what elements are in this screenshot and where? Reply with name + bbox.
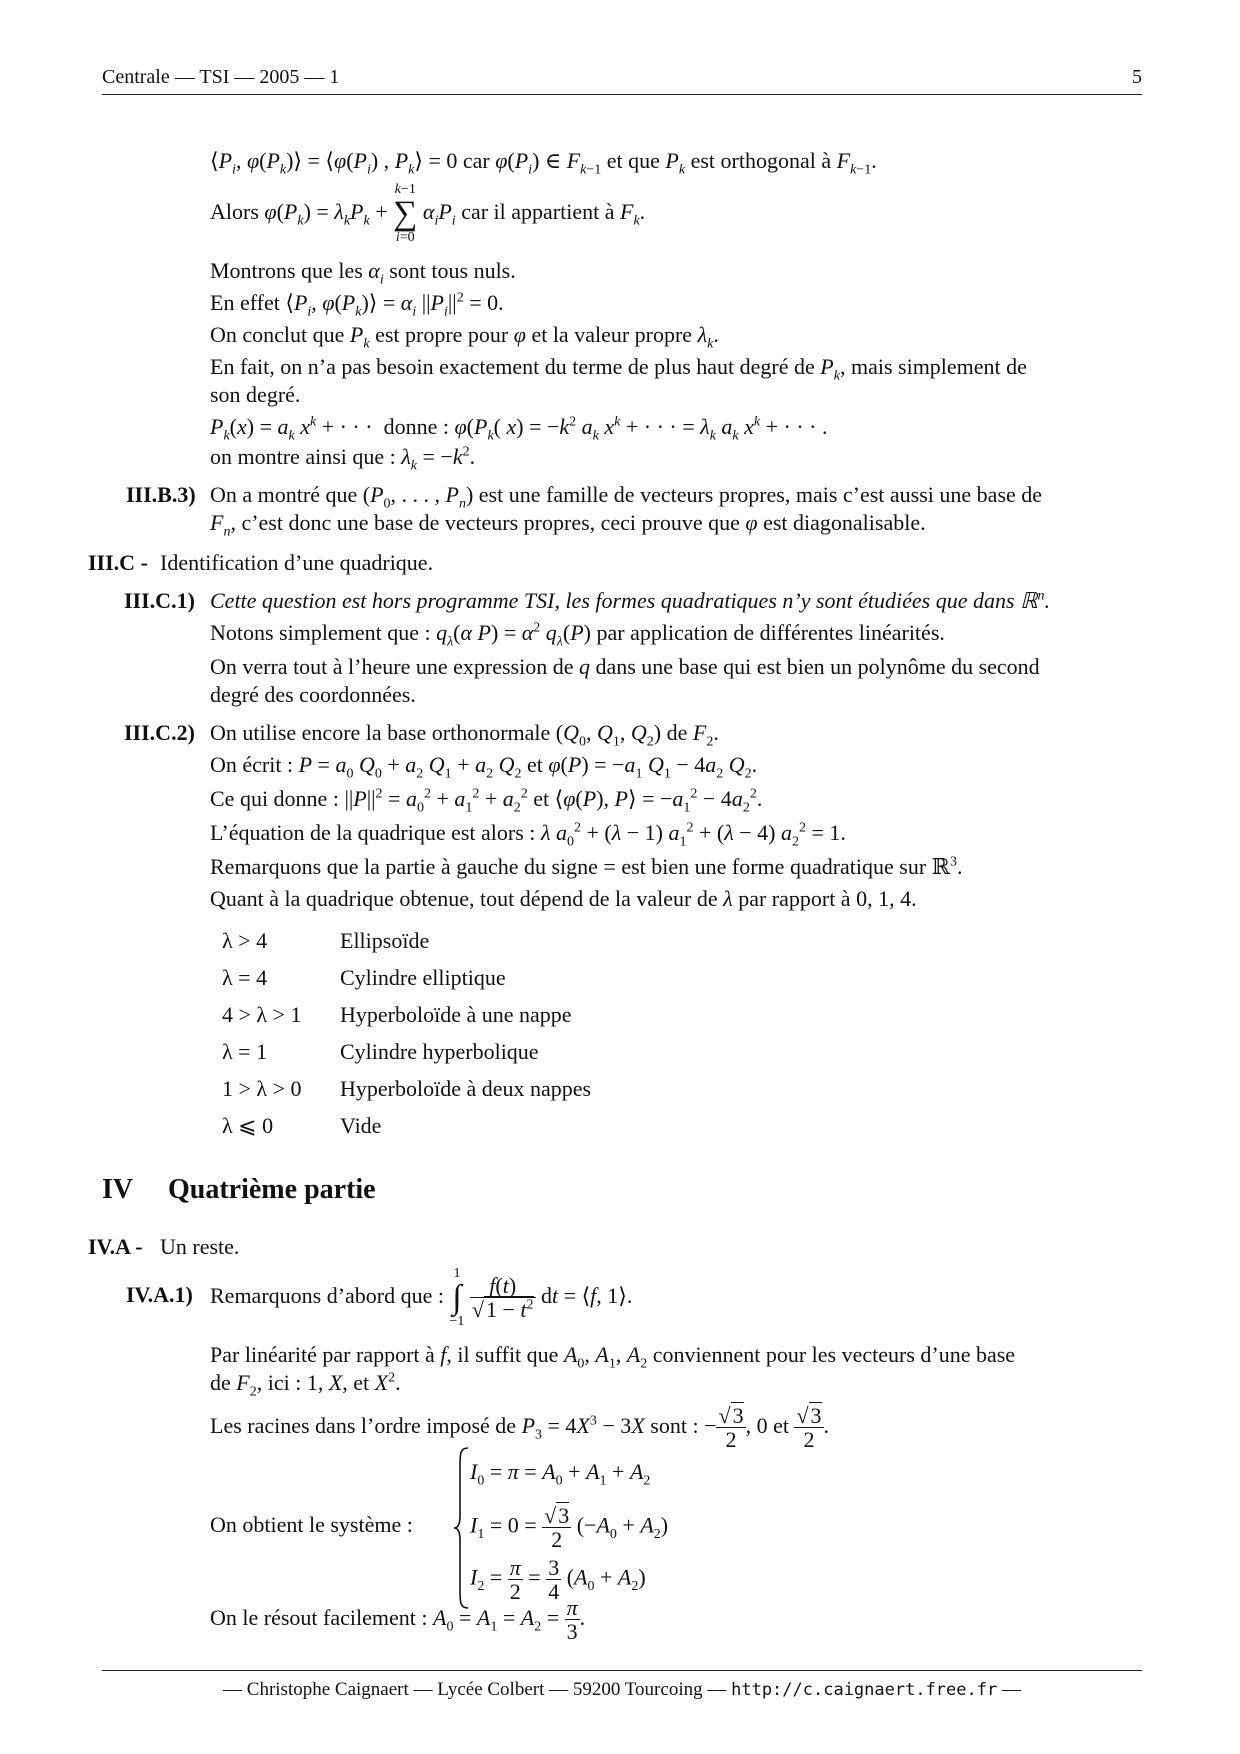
table-row	[222, 959, 591, 996]
label-IV-A-1: IV.A.1)	[126, 1282, 193, 1307]
line-quant-a: Quant à la quadrique obtenue, tout dépend de la valeur de λ par rapport à 0, 1, 4.	[210, 886, 917, 911]
label-III-C: III.C -	[88, 550, 148, 575]
integral-symbol: 1 ∫ −1	[449, 1265, 465, 1329]
fraction: $\frac{√3}{2}$	[718, 1403, 744, 1453]
title-III-C: Identification d’une quadrique.	[160, 550, 434, 575]
label-III-B-3: III.B.3)	[126, 482, 196, 507]
table-name: Vide	[340, 1112, 382, 1138]
word: Remarquons que la partie à gauche du signe = est bien une forme quadratique sur	[210, 854, 927, 879]
line-par-linearite-2: de $F_2$, ici : 1, X, et $X^2$.	[210, 1370, 401, 1400]
word: de	[666, 720, 688, 745]
word: En fait, on n’a pas besoin exactement du terme de plus haut degré de	[210, 354, 815, 379]
label-III-C-1: III.C.1)	[124, 588, 195, 613]
equation-system	[470, 1452, 668, 1608]
word: est une famille de vecteurs propres, mais c’est aussi une base de	[478, 482, 1043, 507]
line-resout: On le résout facilement : $A_0 = A_1 = A_2$ = $\frac{\pi}{3}$ .	[210, 1595, 586, 1645]
title-IV-A: Un reste.	[160, 1234, 240, 1259]
line-en-fait: En fait, on n’a pas besoin exactement du terme de plus haut degré de $P_k$, mais simplement de	[210, 354, 1027, 384]
table-name: Cylindre hyperbolique	[340, 1038, 539, 1064]
fraction: $\frac{\pi}{3}$	[566, 1595, 578, 1645]
word: , ici : 1,	[256, 1370, 324, 1395]
word: est diagonalisable.	[763, 510, 926, 535]
page-number: 5	[1132, 66, 1142, 88]
line-integral: Remarquons d’abord que : 1 ∫ −1 $\frac{f(t)}{√1 - t^2}$ dt = ⟨f, 1⟩.	[210, 1265, 633, 1329]
line-ce-qui-donne: Ce qui donne : $||P||^2 = a_0^2 + a_1^2 + a_2^2$ et ⟨φ(P), P⟩ = $-a_1^2 - 4a_2^2$.	[210, 786, 763, 816]
line-pk-expansion: $P_k(x) = a_k$ $x^k$ + · · · donne : $\varphi(P_k$( $x) = -k^2$ $a_k$ $x^k$ + · · · = $\lambda_k$ $a_k$ $x^k$ + · · · .	[210, 414, 828, 444]
word: de	[210, 1370, 231, 1395]
word: Alors	[210, 199, 259, 224]
line-on-ecrit: On écrit : $P = a_0$ $Q_0 + a_2$ $Q_1 + a_2$ $Q_2$ et $\varphi(P) = -a_1$ $Q_1 - 4a_2$ $Q_2$.	[210, 752, 758, 782]
section-number: IV	[102, 1174, 134, 1205]
word: On écrit :	[210, 752, 294, 777]
word: est orthogonal à	[690, 148, 832, 173]
word: On verra tout à l’heure une expression de	[210, 654, 574, 679]
section-heading	[102, 1174, 376, 1206]
line-par-linearite-1: Par linéarité par rapport à f, il suffit que $A_0$, $A_1$, $A_2$ conviennent pour les vecteurs d’une base	[210, 1342, 1016, 1372]
word: car	[462, 148, 490, 173]
word: On conclut que	[210, 322, 345, 347]
word: , c’est donc une base de vecteurs propres, ceci prouve que	[230, 510, 740, 535]
word: par rapport à 0, 1, 4.	[738, 886, 917, 911]
line-onverra-2: degré des coordonnées.	[210, 682, 416, 707]
line-b3-1: On a montré que ($P_0$, . . . , $P_n$) est une famille de vecteurs propres, mais c’est aussi une base de	[210, 482, 1043, 512]
table-cond: λ ⩽ 0	[222, 1112, 274, 1138]
word: par application de différentes linéarités.	[596, 620, 945, 645]
word: Remarquons d’abord que :	[210, 1283, 444, 1308]
word: On a montré que	[210, 482, 358, 507]
word: Par linéarité par rapport à	[210, 1342, 435, 1367]
table-name: Hyperboloïde à une nappe	[340, 1001, 572, 1027]
quadric-table	[222, 922, 591, 1144]
line-racines: Les racines dans l’ordre imposé de $P_3 = 4X^3 - 3X$ sont : − $\frac{√3}{2}$ , 0 et $\frac{√3}{2}$ .	[210, 1403, 830, 1453]
word: Les racines dans l’ordre imposé de	[210, 1413, 517, 1438]
footer-text: — Christophe Caignaert — Lycée Colbert — 59200 Tourcoing —	[223, 1679, 727, 1700]
line-obtient: On obtient le système :	[210, 1512, 413, 1537]
table-row	[222, 922, 591, 959]
label-III-C-2: III.C.2)	[124, 720, 195, 745]
word: En effet	[210, 290, 280, 315]
footer-end: —	[1001, 1679, 1021, 1700]
line-on-montre: on montre ainsi que : $\lambda_k = -k^2$.	[210, 444, 476, 474]
line-b3-2: $F_n$, c’est donc une base de vecteurs propres, ceci prouve que φ est diagonalisable.	[210, 510, 926, 540]
line-inner-product: $⟨P_i$, $\varphi(P_k)⟩$ = $⟨\varphi(P_i)$ , $P_k⟩ = 0$ car $\varphi(P_i)$ ∈ $F_{k-1}$ et que $P_k$ est orthogonal à $F_{k-1}$.	[210, 148, 877, 178]
word: Montrons que les	[210, 258, 363, 283]
equation-2: $I_1 = 0$ = $\frac{√3}{2}$ $(-A_0 + A_2)$	[470, 1503, 669, 1553]
table-row	[222, 1033, 591, 1070]
word: , il suffit que	[446, 1342, 559, 1367]
word: dans une base qui est bien un polynôme du second	[595, 654, 1040, 679]
fraction: $\frac{f(t)}{√1 - t^2}$	[471, 1273, 534, 1323]
sum-symbol: k−1 ∑ i=0	[393, 181, 418, 245]
word: et que	[606, 148, 660, 173]
equation-3: $I_2$ = $\frac{\pi}{2}$ = $\frac{3}{4}$ $(A_0 + A_2)$	[470, 1555, 646, 1605]
table-cond: 4 > λ > 1	[222, 1001, 302, 1027]
table-row	[222, 1107, 591, 1144]
equation-1: $I_0 = \pi = A_0 + A_1 + A_2$	[470, 1459, 651, 1489]
table-cond: 1 > λ > 0	[222, 1075, 302, 1101]
line-son-degre: son degré.	[210, 382, 301, 407]
table-cond: λ = 1	[222, 1038, 268, 1064]
table-cond: λ > 4	[222, 927, 268, 953]
table-row	[222, 1070, 591, 1107]
page-header	[102, 64, 1142, 95]
table-name: Ellipsoïde	[340, 927, 430, 953]
fraction: $\frac{3}{4}$	[548, 1555, 560, 1605]
header-left: Centrale — TSI — 2005 — 1	[102, 66, 340, 88]
fraction: $\frac{√3}{2}$	[796, 1403, 822, 1453]
line-en-effet: En effet $⟨P_i$, $\varphi(P_k)⟩ = \alpha_i$ $||P_i||^2 = 0$.	[210, 290, 504, 320]
table-name: Cylindre elliptique	[340, 964, 506, 990]
word: donne :	[383, 414, 449, 439]
word: Quant à la quadrique obtenue, tout dépend de la valeur de	[210, 886, 718, 911]
word: car il appartient à	[461, 199, 615, 224]
footer-url[interactable]: http://c.caignaert.free.fr	[731, 1680, 998, 1700]
fraction: $\frac{\pi}{2}$	[509, 1555, 521, 1605]
table-name: Hyperboloïde à deux nappes	[340, 1075, 592, 1101]
word: Cette question est hors programme TSI, les formes quadratiques n’y sont étudiées que dans	[210, 588, 1015, 613]
line-c2-base: On utilise encore la base orthonormale ($Q_0$, $Q_1$, $Q_2$) de $F_2$.	[210, 720, 719, 750]
word: sont :	[650, 1413, 699, 1438]
line-notons: Notons simplement que : $q_\lambda(\alpha$ $P) = \alpha^2$ $q_\lambda(P)$ par application de différentes linéarités.	[210, 620, 945, 650]
label-IV-A: IV.A -	[88, 1234, 143, 1259]
table-row	[222, 996, 591, 1033]
word: on montre ainsi que :	[210, 444, 396, 469]
word: L’équation de la quadrique est alors :	[210, 820, 536, 845]
line-montrons: Montrons que les $\alpha_i$ sont tous nuls.	[210, 258, 516, 288]
line-c1-italic: Cette question est hors programme TSI, les formes quadratiques n’y sont étudiées que dans ℝ$^n$.	[210, 588, 1050, 613]
word: conviennent pour les vecteurs d’une base	[652, 1342, 1016, 1367]
word: sont tous nuls.	[389, 258, 516, 283]
section-title: Quatrième partie	[168, 1174, 376, 1205]
word: , mais simplement de	[839, 354, 1027, 379]
line-equation: L’équation de la quadrique est alors : λ $a_0^2 + (\lambda - 1) a_1^2 + (\lambda - 4) a_2^2 = 1$.	[210, 820, 846, 850]
line-remarquons: Remarquons que la partie à gauche du signe = est bien une forme quadratique sur ℝ$^3$.	[210, 854, 963, 879]
page-footer	[102, 1670, 1142, 1701]
table-cond: λ = 4	[222, 964, 268, 990]
word: , 0 et	[745, 1413, 789, 1438]
word: est propre pour	[375, 322, 509, 347]
line-alors: Alors $\varphi(P_k) = \lambda_kP_k$ + k−1 ∑ i=0 $\alpha_iP_i$ car il appartient à $F_k$.	[210, 181, 646, 245]
fraction: $\frac{√3}{2}$	[544, 1503, 570, 1553]
word: Notons simplement que :	[210, 620, 431, 645]
word: , et	[342, 1370, 370, 1395]
word: On le résout facilement :	[210, 1605, 428, 1630]
word: On utilise encore la base orthonormale	[210, 720, 551, 745]
line-onverra-1: On verra tout à l’heure une expression de q dans une base qui est bien un polynôme du second	[210, 654, 1040, 679]
line-on-conclut: On conclut que $P_k$ est propre pour φ et la valeur propre $\lambda_k$.	[210, 322, 719, 352]
brace-icon	[452, 1446, 472, 1610]
word: et la valeur propre	[531, 322, 693, 347]
word: Ce qui donne :	[210, 786, 339, 811]
